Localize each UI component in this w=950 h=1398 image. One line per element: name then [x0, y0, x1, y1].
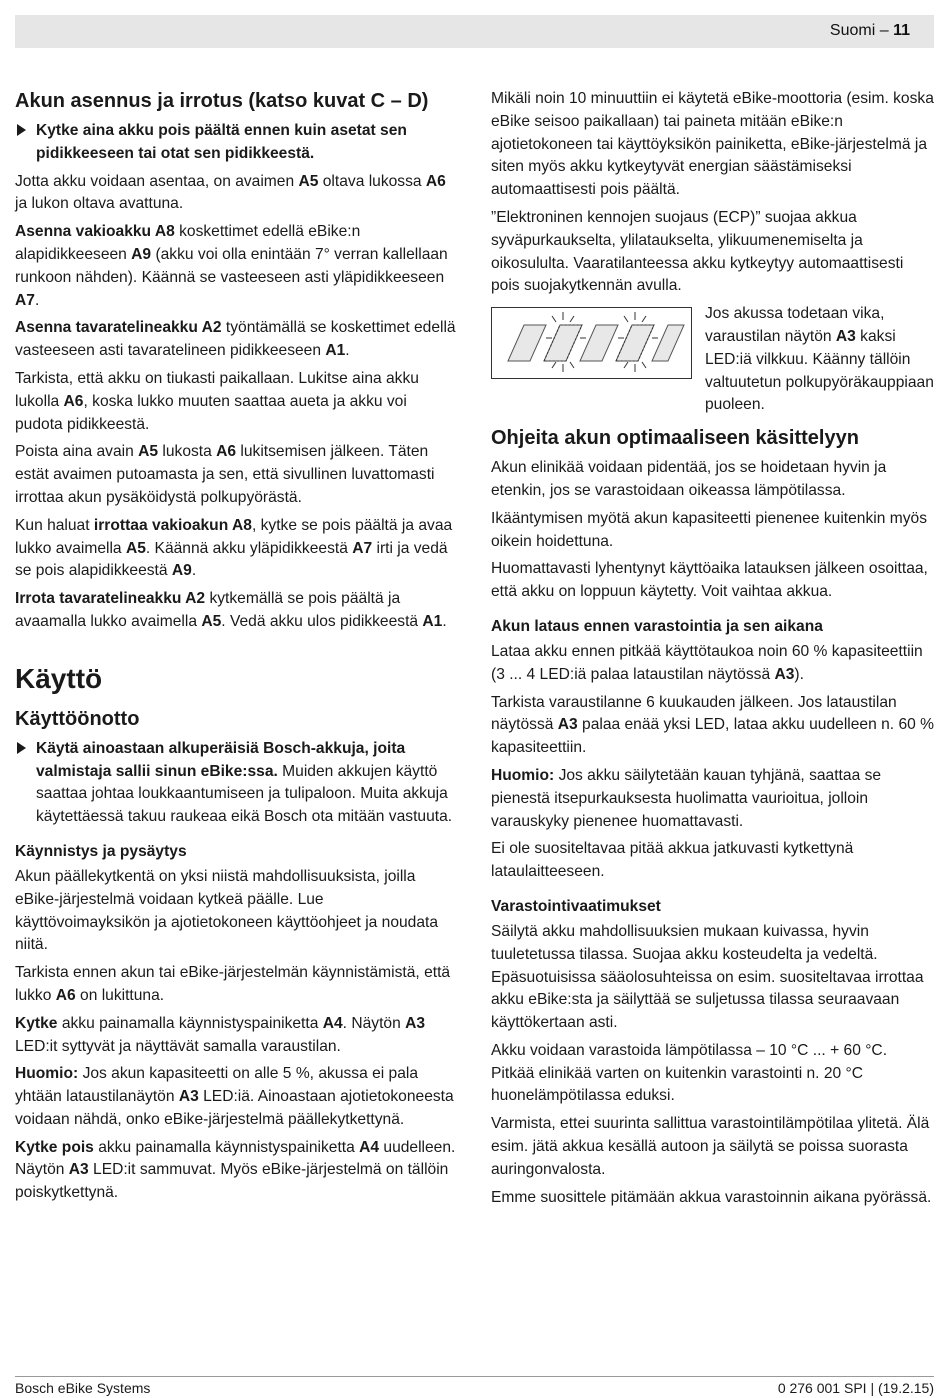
subsection-title-storage-requirements: Varastointivaatimukset — [491, 897, 661, 915]
bullet-arrow-icon — [17, 124, 26, 136]
subsection-title-start-stop: Käynnistys ja pysäytys — [15, 842, 187, 860]
led-indicator-figure — [491, 303, 934, 417]
paragraph: Tarkista ennen akun tai eBike-järjestelmän käynnistämistä, että lukko A6 on lukittuna. — [15, 964, 451, 1004]
paragraph: ”Elektroninen kennojen suojaus (ECP)” suojaa akkua syväpurkaukselta, ylilataukselta, ylikuumenemiselta ja oikosululta. Vaaratilanteessa akku kytkeytyy automaattisesti pois suojakytkennän avulla. — [491, 208, 904, 295]
paragraph: Tarkista, että akku on tiukasti paikallaan. Lukitse aina akku lukolla A6, koska lukko muuten saattaa aueta ja akku voi pudota pidikkeestä. — [15, 369, 419, 433]
paragraph: Huomio: Jos akun kapasiteetti on alle 5 %, akussa ei pala yhtään lataustilanäytön A3 LED:iä. Ainoastaan ajotietokoneesta voidaan nähdä, onko eBike-järjestelmä päällekytkettynä. — [15, 1065, 454, 1128]
paragraph: Varmista, ettei suurinta sallittua varastointilämpötilaa ylitetä. Älä esim. jätä akkua kesällä autoon ja säilytä se poissa suorasta auringonvalosta. — [491, 1115, 930, 1178]
section-title-optimal-handling: Ohjeita akun optimaaliseen käsittelyyn — [491, 427, 859, 450]
paragraph: Säilytä akku mahdollisuuksien mukaan kuivassa, hyvin tuuletetussa tilassa. Suojaa akku kosteudelta ja vedeltä. Epäsuotuisissa sääolosuhteissa on esim. suositeltavaa irrottaa akku eBike:sta ja säilyttää se suljetussa tilassa seuraavaan käyttökertaan asti. — [491, 922, 924, 1032]
paragraph: Akun päällekytkentä on yksi niistä mahdollisuuksista, joilla eBike-järjestelmä voidaan kytkeä päälle. Lue käyttövoimayksikön ja ajotietokoneen käyttöohjeet ja noudata niitä. — [15, 867, 439, 954]
paragraph: Asenna tavaratelineakku A2 työntämällä se koskettimet edellä vasteeseen asti tavaratelineen pidikkeeseen A1. — [15, 319, 456, 360]
right-column — [491, 88, 934, 1214]
paragraph: Mikäli noin 10 minuuttiin ei käytetä eBike-moottoria (esim. koska eBike seisoo paikallaan) tai paineta mitään eBike:n ajotietokoneen tai käyttöyksikön painiketta, eBike-järjestelmä ja siten myös akku kytkeytyvät energian säästämiseksi automaattisesti pois päältä. — [491, 90, 934, 199]
paragraph: Emme suosittele pitämään akkua varastoinnin aikana pyörässä. — [491, 1188, 932, 1206]
paragraph: Jotta akku voidaan asentaa, on avaimen A5 oltava lukossa A6 ja lukon oltava avattuna. — [15, 172, 446, 213]
led-display-illustration — [491, 307, 692, 379]
footer-brand: Bosch eBike Systems — [15, 1380, 151, 1396]
paragraph: Akun elinikää voidaan pidentää, jos se hoidetaan hyvin ja etenkin, jos se varastoidaan oikeassa lämpötilassa. — [491, 459, 887, 499]
warning-bullet: Käytä ainoastaan alkuperäisiä Bosch-akkuja, joita valmistaja sallii sinun eBike:ssa. Muiden akkujen käyttö saattaa johtaa loukkaantumiseen ja tulipaloon. Muita akkuja käytettäessä takuu raukeaa eikä Bosch ota mitään vastuuta. — [15, 738, 457, 829]
bullet-arrow-icon — [17, 742, 26, 754]
paragraph: Akku voidaan varastoida lämpötilassa – 10 °C ... + 60 °C. Pitkää elinikää varten on kuitenkin varastointi n. 20 °C huonelämpötilassa eduksi. — [491, 1041, 888, 1105]
paragraph: Poista aina avain A5 lukosta A6 lukitsemisen jälkeen. Täten estät avaimen putoamasta ja sen, että sivullinen luvattomasti irrottaa akun pysäköidystä polkupyörästä. — [15, 443, 435, 506]
paragraph: Ei ole suositeltavaa pitää akkua jatkuvasti kytkettynä lataulaitteeseen. — [491, 840, 854, 881]
paragraph: Ikääntymisen myötä akun kapasiteetti pienenee kuitenkin myös oikein hoidettuna. — [491, 509, 928, 550]
page-number: Suomi – 11 — [829, 22, 910, 39]
paragraph: Kun haluat irrottaa vakioakun A8, kytke se pois päältä ja avaa lukko avaimella A5. Käännä akku yläpidikkeestä A7 irti ja vedä se pois alapidikkeestä A9. — [15, 516, 453, 580]
paragraph: Huomattavasti lyhentynyt käyttöaika latauksen jälkeen osoittaa, että akku on loppuun käytetty. Voit vaihtaa akkua. — [491, 560, 928, 601]
paragraph: Tarkista varaustilanne 6 kuukauden jälkeen. Jos lataustilan näytössä A3 palaa enää yksi LED, lataa akku uudelleen n. 60 % kapasiteettiin. — [491, 693, 934, 757]
paragraph: Irrota tavaratelineakku A2 kytkemällä se pois päältä ja avaamalla lukko avaimella A5. Vedä akku ulos pidikkeestä A1. — [15, 590, 447, 630]
paragraph: Huomio: Jos akku säilytetään kauan tyhjänä, saattaa se pienestä itsepurkauksesta huolimatta vaurioitua, jolloin varauskyky pienenee huomattavasti. — [491, 766, 882, 830]
blinking-led-icon — [492, 308, 690, 377]
footer-divider — [15, 1376, 934, 1377]
paragraph: Jos akussa todetaan vika, varaustilan näytön A3 kaksi LED:iä vilkkuu. Käänny tällöin valtuutetun polkupyöräkauppiaan puoleen. — [705, 305, 934, 414]
paragraph: Asenna vakioakku A8 koskettimet edellä eBike:n alapidikkeeseen A9 (akku voi olla enintään 7° verran kallellaan runkoon nähden). Käännä se vasteeseen asti yläpidikkeeseen A7. — [15, 223, 448, 309]
section-title-battery-mounting: Akun asennus ja irrotus (katso kuvat C – D) — [15, 90, 429, 112]
left-column — [15, 88, 457, 1210]
paragraph: Lataa akku ennen pitkää käyttötaukoa noin 60 % kapasiteettiin (3 ... 4 LED:iä palaa lataustilan näytössä A3). — [491, 642, 923, 683]
subsection-title-charging-storage: Akun lataus ennen varastointia ja sen aikana — [491, 617, 823, 635]
warning-bullet: Kytke aina akku pois päältä ennen kuin asetat sen pidikkeeseen tai otat sen pidikkeestä. — [15, 120, 457, 166]
paragraph: Kytke akku painamalla käynnistyspainiketta A4. Näytön A3 LED:it syttyvät ja näyttävät samalla varaustilan. — [15, 1014, 426, 1055]
section-title-usage: Käyttö — [15, 662, 103, 694]
page-header — [15, 15, 934, 48]
paragraph: Kytke pois akku painamalla käynnistyspainiketta A4 uudelleen. Näytön A3 LED:it sammuvat. Myös eBike-järjestelmä on tällöin poiskytkettynä. — [15, 1138, 456, 1202]
footer-doc-number: 0 276 001 SPI | (19.2.15) — [777, 1380, 934, 1396]
subsection-title-commissioning: Käyttöönotto — [15, 707, 140, 730]
